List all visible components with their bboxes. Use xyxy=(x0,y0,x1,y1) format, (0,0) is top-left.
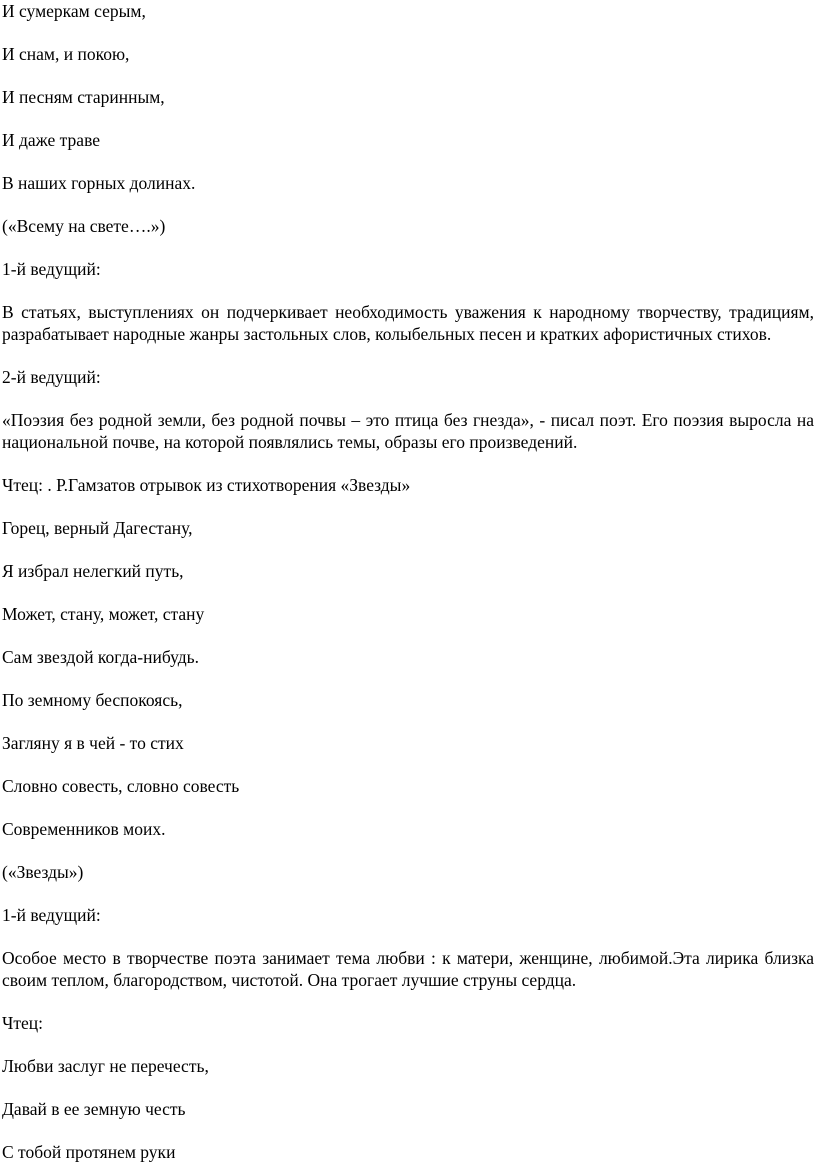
text-paragraph: В статьях, выступлениях он подчеркивает необходимость уважения к народному творчеству, традициям, разрабатывает народные жанры застольных слов, колыбельных песен и кратких афористичных стихов. xyxy=(2,302,814,344)
text-line: 1-й ведущий: xyxy=(2,905,101,925)
text-line: Может, стану, может, стану xyxy=(2,604,205,624)
text-line: По земному беспокоясь, xyxy=(2,690,183,710)
text-line: Я избрал нелегкий путь, xyxy=(2,561,184,581)
text-paragraph: Особое место в творчестве поэта занимает тема любви : к матери, женщине, любимой.Эта лирика близка своим теплом, благородством, чистотой. Она трогает лучшие струны сердца. xyxy=(2,948,814,990)
text-line: Загляну я в чей - то стих xyxy=(2,733,184,753)
text-line: Сам звездой когда-нибудь. xyxy=(2,647,199,667)
text-line: И сумеркам серым, xyxy=(2,1,146,21)
text-line: Давай в ее земную честь xyxy=(2,1099,186,1119)
text-line: Словно совесть, словно совесть xyxy=(2,776,240,796)
text-line: С тобой протянем руки xyxy=(2,1142,176,1162)
text-paragraph: «Поэзия без родной земли, без родной почвы – это птица без гнезда», - писал поэт. Его поэзия выросла на национальной почве, на которой появлялись темы, образы его произведений. xyxy=(2,410,814,452)
text-line: Современников моих. xyxy=(2,819,166,839)
text-line: И даже траве xyxy=(2,130,100,150)
text-line: И снам, и покою, xyxy=(2,44,130,64)
text-line: Горец, верный Дагестану, xyxy=(2,518,193,538)
text-line: 1-й ведущий: xyxy=(2,259,101,279)
text-line: («Всему на свете….») xyxy=(2,216,166,236)
text-line: Чтец: xyxy=(2,1013,44,1033)
text-line: В наших горных долинах. xyxy=(2,173,196,193)
text-line: Чтец: . Р.Гамзатов отрывок из стихотворения «Звезды» xyxy=(2,475,411,495)
text-line: («Звезды») xyxy=(2,862,84,882)
text-line: Любви заслуг не перечесть, xyxy=(2,1056,209,1076)
text-line: 2-й ведущий: xyxy=(2,367,101,387)
text-line: И песням старинным, xyxy=(2,87,165,107)
